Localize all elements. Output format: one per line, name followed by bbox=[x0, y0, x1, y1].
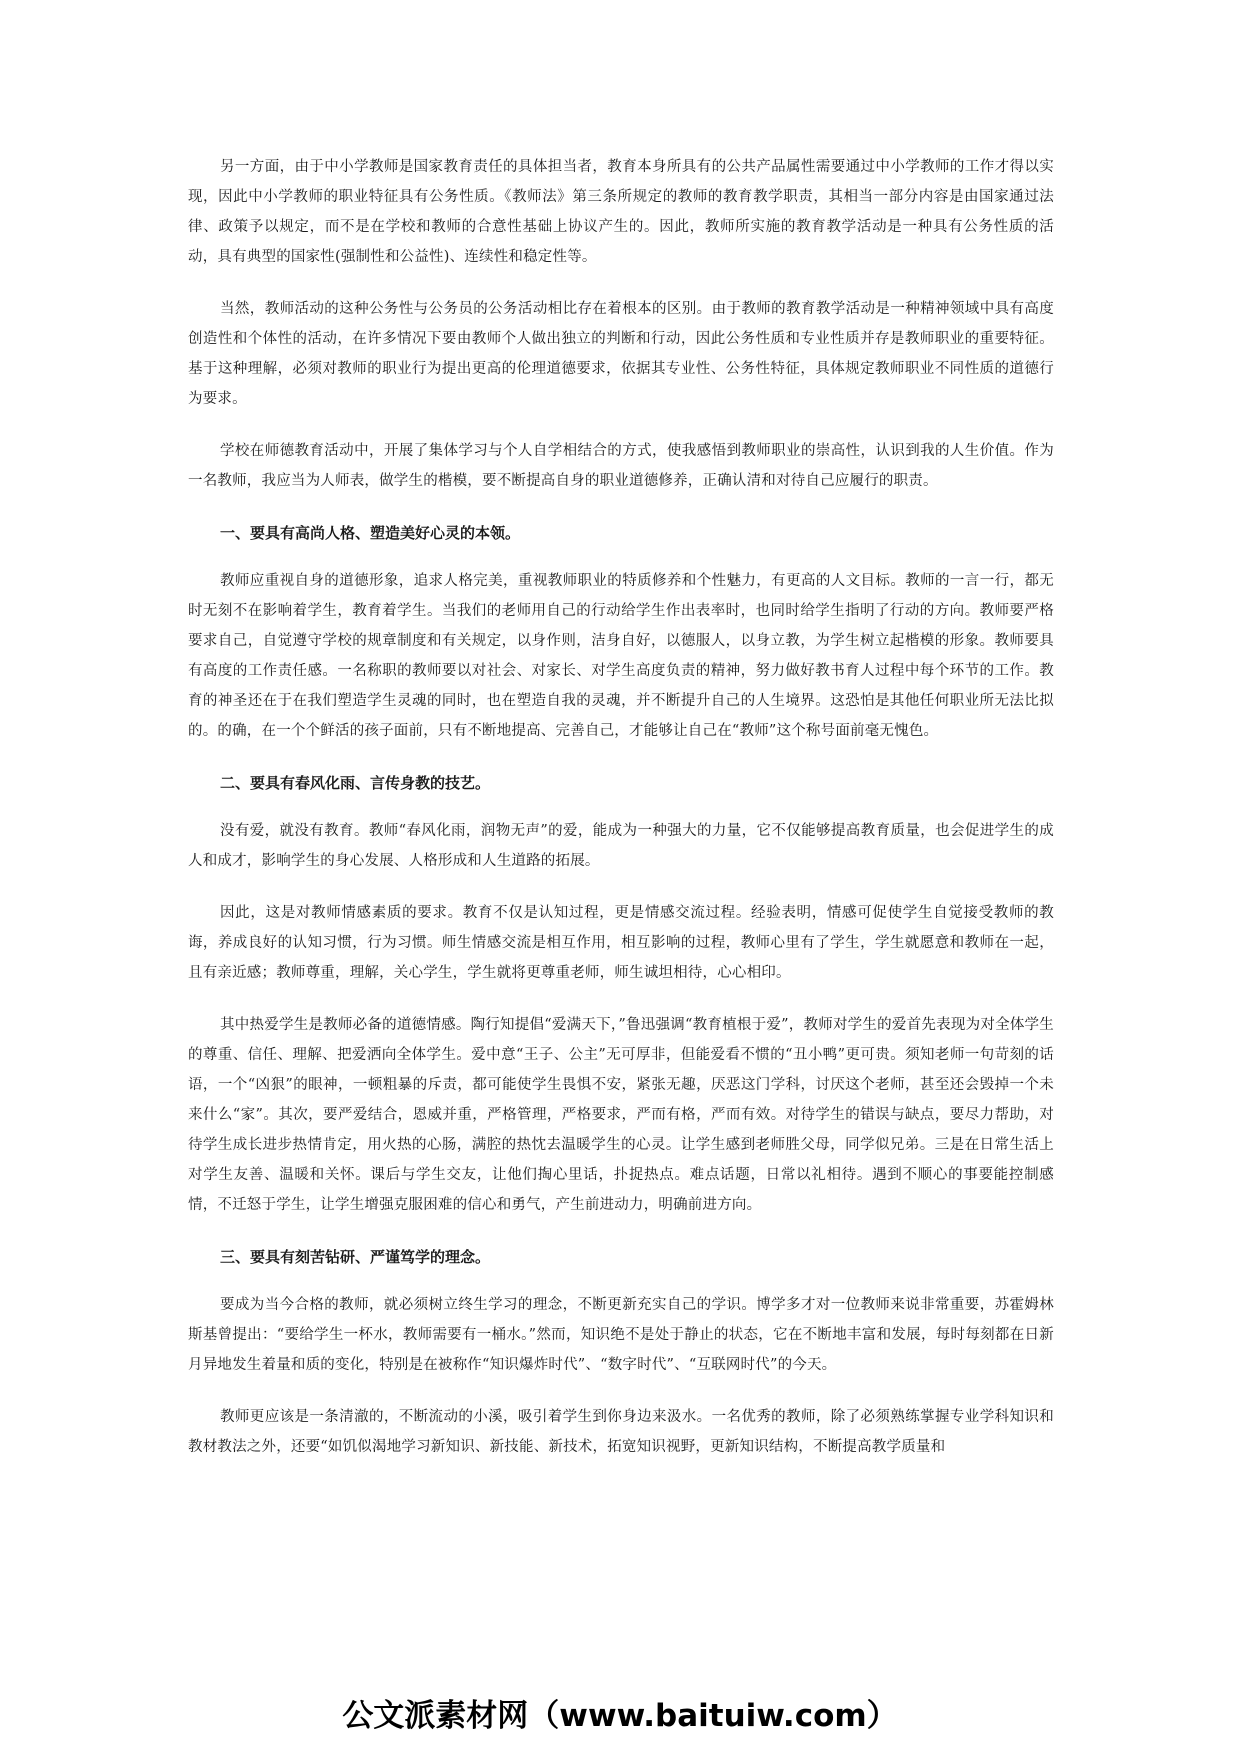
document-body bbox=[188, 152, 1054, 1484]
paragraph: 教师应重视自身的道德形象，追求人格完美，重视教师职业的特质修养和个性魅力，有更高的人文目标。教师的一言一行，都无时无刻不在影响着学生，教育着学生。当我们的老师用自己的行动给学生作出表率时，也同时给学生指明了行动的方向。教师要严格要求自己，自觉遵守学校的规章制度和有关规定，以身作则，洁身自好，以德服人，以身立教，为学生树立起楷模的形象。教师要具有高度的工作责任感。一名称职的教师要以对社会、对家长、对学生高度负责的精神，努力做好教书育人过程中每个环节的工作。教育的神圣还在于在我们塑造学生灵魂的同时，也在塑造自我的灵魂，并不断提升自己的人生境界。这恐怕是其他任何职业所无法比拟的。的确，在一个个鲜活的孩子面前，只有不断地提高、完善自己，才能够让自己在“教师”这个称号面前毫无愧色。 bbox=[188, 573, 1054, 739]
paragraph: 另一方面，由于中小学教师是国家教育责任的具体担当者，教育本身所具有的公共产品属性需要通过中小学教师的工作才得以实现，因此中小学教师的职业特征具有公务性质。《教师法》第三条所规定的教师的教育教学职责，其相当一部分内容是由国家通过法律、政策予以规定，而不是在学校和教师的合意性基础上协议产生的。因此，教师所实施的教育教学活动是一种具有公务性质的活动，具有典型的国家性(强制性和公益性)、连续性和稳定性等。 bbox=[188, 159, 1054, 265]
paragraph: 当然，教师活动的这种公务性与公务员的公务活动相比存在着根本的区别。由于教师的教育教学活动是一种精神领域中具有高度创造性和个体性的活动，在许多情况下要由教师个人做出独立的判断和行动，因此公务性质和专业性质并存是教师职业的重要特征。基于这种理解，必须对教师的职业行为提出更高的伦理道德要求，依据其专业性、公务性特征，具体规定教师职业不同性质的道德行为要求。 bbox=[188, 301, 1054, 407]
paragraph: 其中热爱学生是教师必备的道德情感。陶行知提倡“爱满天下，”鲁迅强调“教育植根于爱”，教师对学生的爱首先表现为对全体学生的尊重、信任、理解、把爱洒向全体学生。爱中意“王子、公主”无可厚非，但能爱看不惯的“丑小鸭”更可贵。须知老师一句苛刻的话语，一个“凶狠”的眼神，一顿粗暴的斥责，都可能使学生畏惧不安，紧张无趣，厌恶这门学科，讨厌这个老师，甚至还会毁掉一个未来什么“家”。其次，要严爱结合，恩威并重，严格管理，严格要求，严而有格，严而有效。对待学生的错误与缺点，要尽力帮助，对待学生成长进步热情肯定，用火热的心肠，满腔的热忱去温暖学生的心灵。让学生感到老师胜父母，同学似兄弟。三是在日常生活上对学生友善、温暖和关怀。课后与学生交友，让他们掏心里话，扑捉热点。难点话题，日常以礼相待。遇到不顺心的事要能控制感情，不迁怒于学生，让学生增强克服困难的信心和勇气，产生前进动力，明确前进方向。 bbox=[188, 1017, 1054, 1213]
paragraph: 没有爱，就没有教育。教师“春风化雨，润物无声”的爱，能成为一种强大的力量，它不仅能够提高教育质量，也会促进学生的成人和成才，影响学生的身心发展、人格形成和人生道路的拓展。 bbox=[188, 823, 1054, 869]
paragraph: 学校在师德教育活动中，开展了集体学习与个人自学相结合的方式，使我感悟到教师职业的崇高性，认识到我的人生价值。作为一名教师，我应当为人师表，做学生的楷模，要不断提高自身的职业道德修养，正确认清和对待自己应履行的职责。 bbox=[188, 443, 1054, 489]
paragraph: 教师更应该是一条清澈的，不断流动的小溪，吸引着学生到你身边来汲水。一名优秀的教师，除了必须熟练掌握专业学科知识和教材教法之外，还要“如饥似渴地学习新知识、新技能、新技术，拓宽知识视野，更新知识结构，不断提高教学质量和 bbox=[188, 1409, 1054, 1455]
paragraph: 要成为当今合格的教师，就必须树立终生学习的理念，不断更新充实自己的学识。博学多才对一位教师来说非常重要，苏霍姆林斯基曾提出：“要给学生一杯水，教师需要有一桶水。”然而，知识绝不是处于静止的状态，它在不断地丰富和发展，每时每刻都在日新月异地发生着量和质的变化，特别是在被称作“知识爆炸时代”、“数字时代”、“互联网时代”的今天。 bbox=[188, 1297, 1054, 1373]
footer-watermark: 公文派素材网（www.baituiw.com） bbox=[342, 1698, 898, 1734]
section-heading: 一、要具有高尚人格、塑造美好心灵的本领。 bbox=[220, 524, 521, 542]
paragraph: 因此，这是对教师情感素质的要求。教育不仅是认知过程，更是情感交流过程。经验表明，情感可促使学生自觉接受教师的教诲，养成良好的认知习惯，行为习惯。师生情感交流是相互作用，相互影响的过程，教师心里有了学生，学生就愿意和教师在一起，且有亲近感；教师尊重，理解，关心学生，学生就将更尊重老师，师生诚坦相待，心心相印。 bbox=[188, 905, 1054, 981]
section-heading: 三、要具有刻苦钻研、严谨笃学的理念。 bbox=[220, 1248, 491, 1266]
section-heading: 二、要具有春风化雨、言传身教的技艺。 bbox=[220, 774, 491, 792]
